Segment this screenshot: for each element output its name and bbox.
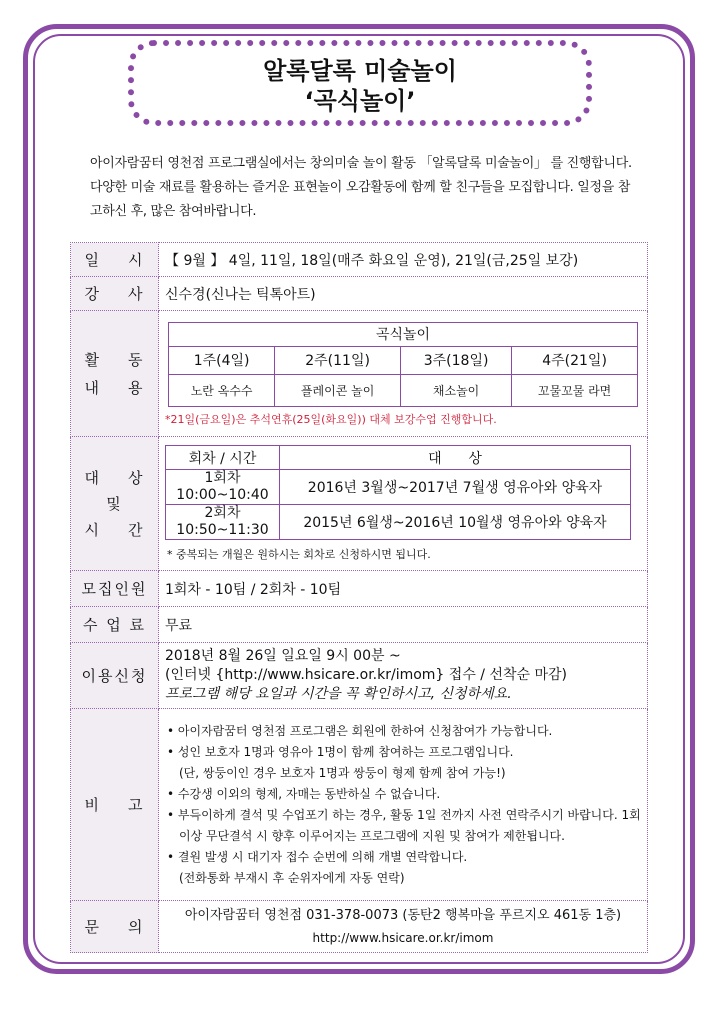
- week-4-header: 4주(21일): [512, 346, 638, 374]
- instructor-value: 신수경(신나는 틱톡아트): [159, 277, 648, 311]
- contact-label: 문 의: [71, 901, 159, 953]
- session-2-label: 2회차: [204, 505, 241, 521]
- remark-subitem: (단, 쌍둥이인 경우 보호자 1명과 쌍둥이 형제 함께 참여 가능!): [179, 765, 506, 780]
- week-1-header: 1주(4일): [169, 346, 275, 374]
- activity-row: [71, 311, 648, 437]
- session-2-target: 2015년 6월생~2016년 10월생 영유아와 양육자: [280, 505, 631, 540]
- activity-cell: [159, 311, 648, 437]
- session-1-cell: [166, 470, 280, 505]
- recruit-label: 모집인원: [71, 571, 159, 607]
- page-title: 알록달록 미술놀이: [263, 57, 457, 85]
- activity-table-title: 곡식놀이: [169, 322, 638, 346]
- session-1-time: 10:00~10:40: [176, 487, 269, 503]
- week-4-activity: 꼬물꼬물 라면: [512, 374, 638, 406]
- activity-table: [168, 322, 638, 407]
- week-2-activity: 플레이콘 놀이: [275, 374, 401, 406]
- activity-label-line1: 활 동: [84, 350, 145, 369]
- remarks-cell: [159, 709, 648, 901]
- activity-label: [71, 311, 159, 437]
- apply-reminder: 프로그램 해당 요일과 시간을 꼭 확인하시고, 신청하세요.: [165, 686, 512, 702]
- apply-method: (인터넷 {http://www.hsicare.or.kr/imom} 접수 / 선착순 마감): [165, 667, 567, 683]
- remark-item: • 성인 보호자 1명과 영유아 1명이 함께 참여하는 프로그램입니다.: [167, 744, 514, 759]
- intro-paragraph: 아이자람꿈터 영천점 프로그램실에서는 창의미술 놀이 활동 「알록달록 미술놀이」 를 진행합니다. 다양한 미술 재료를 활용하는 즐거운 표현놀이 오감활동에 함께 할 친구들을 모집합니다. 일정을 참고하신 후, 많은 참여바랍니다.: [90, 156, 632, 219]
- activity-note: *21일(금요일)은 추석연휴(25일(화요일)) 대체 보강수업 진행합니다.: [165, 412, 497, 426]
- remark-item: • 부득이하게 결석 및 수업포기 하는 경우, 활동 1일 전까지 사전 연락주시기 바랍니다. 1회 이상 무단결석 시 향후 이루어지는 프로그램에 지원 및 참여가 제한됩니다.: [167, 807, 641, 843]
- session-1-label: 1회차: [204, 470, 241, 486]
- apply-row: [71, 643, 648, 709]
- fee-row: [71, 607, 648, 643]
- instructor-label: 강 사: [71, 277, 159, 311]
- schedule-value: 【 9월 】 4일, 11일, 18일(매주 화요일 운영), 21일(금,25일 보강): [159, 243, 648, 277]
- target-label-line2: 및: [106, 494, 123, 513]
- page-subtitle: ‘곡식놀이’: [304, 87, 416, 115]
- fee-value: 무료: [159, 607, 648, 643]
- remark-item: • 결원 발생 시 대기자 접수 순번에 의해 개별 연락합니다.: [167, 849, 468, 864]
- contact-url[interactable]: http://www.hsicare.or.kr/imom: [312, 930, 494, 945]
- target-cell: [159, 437, 648, 571]
- target-table: [165, 445, 631, 540]
- contact-row: [71, 901, 648, 953]
- contact-info: 아이자람꿈터 영천점 031-378-0073 (동탄2 행복마을 푸르지오 461동 1층): [184, 907, 622, 923]
- remark-subitem: (전화통화 부재시 후 순위자에게 자동 연락): [179, 870, 405, 885]
- session-2-time: 10:50~11:30: [176, 522, 269, 538]
- activity-label-line2: 내 용: [84, 378, 145, 397]
- recruit-value: 1회차 - 10팀 / 2회차 - 10팀: [159, 571, 648, 607]
- week-1-activity: 노란 옥수수: [169, 374, 275, 406]
- target-column-header: 대 상: [280, 446, 631, 470]
- target-label-line3: 시 간: [84, 520, 145, 539]
- session-1-target: 2016년 3월생~2017년 7월생 영유아와 양육자: [280, 470, 631, 505]
- instructor-row: [71, 277, 648, 311]
- session-2-cell: [166, 505, 280, 540]
- week-3-header: 3주(18일): [401, 346, 512, 374]
- target-row: [71, 437, 648, 571]
- title-box: [128, 40, 592, 126]
- target-label: [71, 437, 159, 571]
- week-2-header: 2주(11일): [275, 346, 401, 374]
- schedule-label: 일 시: [71, 243, 159, 277]
- contact-cell: [159, 901, 648, 953]
- info-table: [70, 242, 648, 953]
- fee-label: 수 업 료: [71, 607, 159, 643]
- apply-date: 2018년 8월 26일 일요일 9시 00분 ~: [165, 648, 401, 664]
- apply-cell: [159, 643, 648, 709]
- session-column-header: 회차 / 시간: [166, 446, 280, 470]
- remarks-row: [71, 709, 648, 901]
- remarks-label: 비 고: [71, 709, 159, 901]
- target-label-line1: 대 상: [84, 468, 145, 487]
- remark-item: • 아이자람꿈터 영천점 프로그램은 회원에 한하여 신청참여가 가능합니다.: [167, 723, 553, 738]
- schedule-row: [71, 243, 648, 277]
- recruit-row: [71, 571, 648, 607]
- week-3-activity: 채소놀이: [401, 374, 512, 406]
- remarks-list: [159, 715, 647, 895]
- target-note: * 중복되는 개월은 원하시는 회차로 신청하시면 됩니다.: [167, 548, 431, 561]
- remark-item: • 수강생 이외의 형제, 자매는 동반하실 수 없습니다.: [167, 786, 441, 801]
- apply-label: 이용신청: [71, 643, 159, 709]
